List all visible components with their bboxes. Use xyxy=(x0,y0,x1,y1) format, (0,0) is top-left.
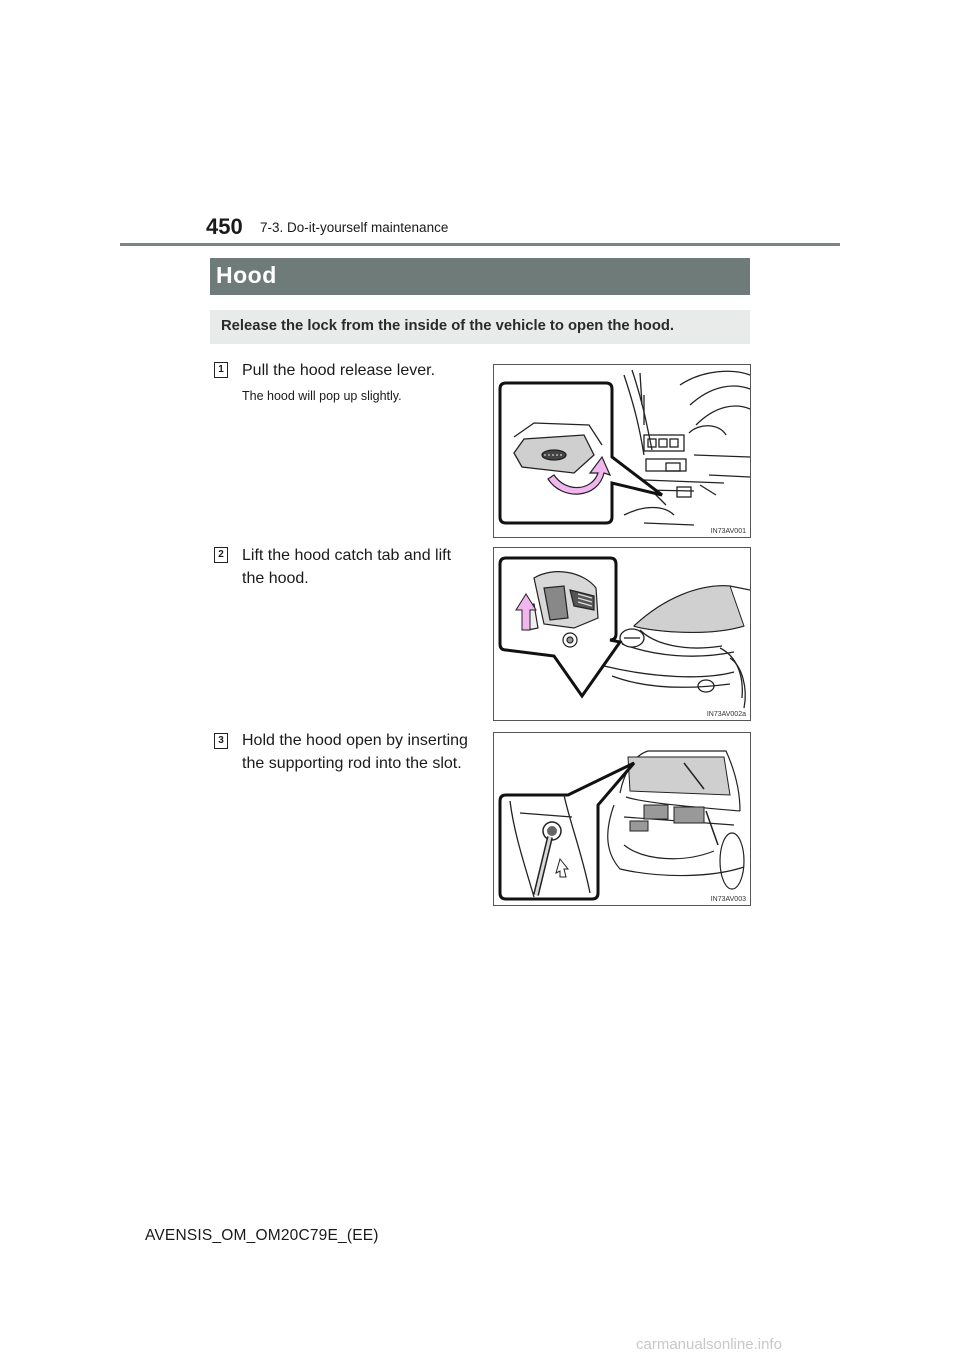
intro-box xyxy=(210,310,750,344)
watermark: carmanualsonline.info xyxy=(636,1336,782,1353)
hood-support-rod-illustration xyxy=(494,733,750,905)
intro-text: Release the lock from the inside of the vehicle to open the hood. xyxy=(221,318,675,334)
step-number-2: 2 xyxy=(214,547,228,563)
step-3-text-line2: the supporting rod into the slot. xyxy=(242,755,462,772)
step-2-text-line1: Lift the hood catch tab and lift xyxy=(242,547,452,564)
page-number: 450 xyxy=(206,214,243,239)
page-title: Hood xyxy=(216,262,277,288)
hood-catch-illustration xyxy=(494,548,750,720)
section-reference: 7-3. Do-it-yourself maintenance xyxy=(260,220,449,235)
step-number-3: 3 xyxy=(214,733,228,749)
figure-code: IN73AV003 xyxy=(710,896,746,903)
figure-code: IN73AV001 xyxy=(710,528,746,535)
step-3-text-line1: Hold the hood open by inserting xyxy=(242,732,468,749)
step-1-text: Pull the hood release lever. xyxy=(242,362,436,379)
figure-hood-catch xyxy=(493,547,751,721)
figure-hood-support-rod xyxy=(493,732,751,906)
step-2-text-line2: the hood. xyxy=(242,570,309,587)
hood-release-lever-illustration xyxy=(494,365,750,537)
header-divider xyxy=(120,243,840,246)
footer-document-code: AVENSIS_OM_OM20C79E_(EE) xyxy=(145,1227,379,1244)
figure-hood-release-lever xyxy=(493,364,751,538)
section-title-bar xyxy=(210,258,750,295)
step-1-note: The hood will pop up slightly. xyxy=(242,389,402,403)
step-number-1: 1 xyxy=(214,362,228,378)
figure-code: IN73AV002a xyxy=(706,711,746,718)
